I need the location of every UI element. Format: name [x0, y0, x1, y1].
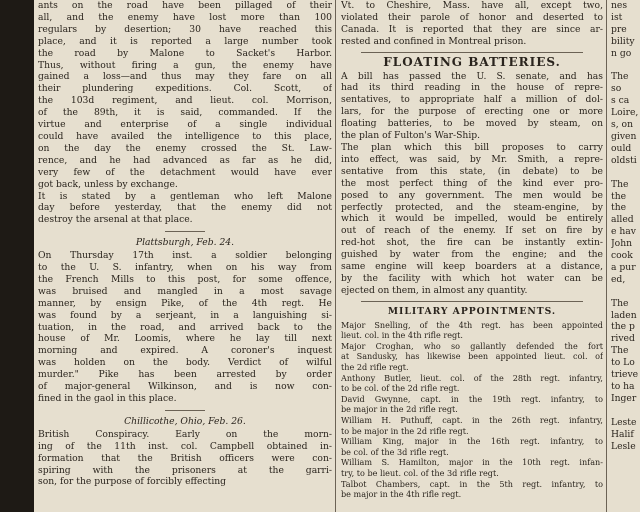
text-line: fined in the gaol in this place. [38, 393, 177, 404]
text-line: John [611, 238, 633, 250]
text-line: pre [611, 23, 627, 35]
column-rule [606, 0, 607, 512]
text-line: house of Mr. Loomis, where he lay till next [38, 333, 332, 345]
article-military-appointments [341, 320, 603, 500]
article-parole-paragraph [341, 0, 603, 48]
dateline-chillicothe: Chillicothe, Ohio, Feb. 26. [124, 415, 246, 427]
text-line: virtue and enterprise of a single individual [38, 119, 332, 131]
heading-floating-batteries: FLOATING BATTERIES. [383, 54, 561, 69]
text-line: could have availed the intelligence to this place, [38, 130, 332, 142]
text-line: be col. of the 3d rifle regt. [341, 446, 449, 457]
left-column [38, 0, 332, 512]
text-line: cook [611, 250, 633, 262]
text-line: the road by Malone to Sacket's Harbor. [38, 47, 332, 59]
article-floating-batteries [341, 71, 603, 297]
text-line: William King, major in the 16th regt. infantry, to [341, 436, 603, 447]
text-line: into effect, was said, by Mr. Smith, a repre- [341, 153, 603, 165]
text-line: Thus, without firing a gun, the enemy have [38, 59, 332, 71]
text-line: rested and confined in Montreal prison. [341, 35, 527, 47]
article-chillicothe [38, 429, 332, 489]
text-line: morning and expired. A coroner's inquest [38, 345, 332, 357]
text-line: Halif [611, 428, 634, 440]
text-line: at Sandusky, has likewise been appointed lieut. col. of [341, 351, 603, 362]
section-separator [165, 231, 205, 232]
text-line: The [611, 71, 629, 83]
text-line: sentative from this state, (in debate) to be [341, 165, 603, 177]
text-line: to be major in the 2d rifle regt. [341, 425, 469, 436]
text-line: was found by a serjeant, in a languishing si- [38, 309, 332, 321]
text-line: to be col. of the 2d rifle regt. [341, 383, 460, 394]
text-line: gained a loss—and thus may they fare on all [38, 71, 332, 83]
article-top-paragraph [38, 0, 332, 191]
text-line: the 2d rifle regt. [341, 362, 409, 373]
text-line: same engine will keep boarders at a distance, [341, 261, 603, 273]
text-line: out of reach of the enemy. If set on fire by [341, 225, 603, 237]
text-line: ants on the road have been pillaged of their [38, 0, 332, 11]
text-line: son, for the purpose of forcibly effecting [38, 476, 227, 488]
text-line: the [611, 190, 627, 202]
text-line: The [611, 345, 629, 357]
text-line: day before yesterday, that the enemy did not [38, 202, 332, 214]
text-line: ing of the 11th inst. col. Campbell obtained in- [38, 440, 332, 452]
text-line: Inger [611, 392, 637, 404]
text-line: tuation, in the road, and arrived back to the [38, 321, 332, 333]
page-edge-shadow [0, 0, 36, 512]
text-line: s ca [611, 95, 630, 107]
text-line: to the U. S. infantry, when on his way from [38, 262, 332, 274]
cut-off-text [611, 0, 640, 452]
section-separator [361, 301, 583, 302]
text-line: violated their parole of honor and deserted to [341, 11, 603, 23]
text-line: of the 89th, it is said, commanded. If the [38, 107, 332, 119]
text-line: the [611, 202, 627, 214]
text-line: ed, [611, 273, 626, 285]
text-line: On Thursday 17th inst. a soldier belonging [38, 250, 332, 262]
text-line: formation that the British officers were con- [38, 452, 332, 464]
text-line: their plundering expeditions. Col. Scott, of [38, 83, 332, 95]
text-line: was holden on the body. Verdict of wilful [38, 357, 332, 369]
newspaper-page [34, 0, 640, 512]
text-line: A bill has passed the U. S. senate, and has [341, 70, 603, 82]
text-line: given [611, 130, 637, 142]
text-line: red-hot shot, the fire can be instantly extin- [341, 237, 603, 249]
column-rule [335, 0, 336, 512]
text-line: to ha [611, 381, 635, 392]
text-line: alled [611, 214, 634, 226]
text-line: British Conspiracy. Early on the morn- [38, 428, 332, 440]
text-line: The [611, 178, 629, 190]
text-line: had its third reading in the house of repre- [341, 82, 603, 94]
text-line: n go [611, 47, 632, 59]
text-line [611, 60, 640, 72]
text-line: the French Mills to this post, for some offence, [38, 273, 332, 285]
text-line: was bruised and mangled in a most savage [38, 285, 332, 297]
text-line [611, 405, 640, 417]
text-line: got back, unless by exchange. [38, 178, 178, 190]
text-line: Leste [611, 416, 637, 428]
text-line: ejected on them, in almost any quantity. [341, 284, 528, 296]
text-line: try, to be lieut. col. of the 3d rifle regt. [341, 467, 499, 478]
heading-military-appointments: MILITARY APPOINTMENTS. [387, 305, 557, 317]
text-line: regulars by desertion; 30 have reached this [38, 23, 332, 35]
section-separator [165, 410, 205, 411]
text-line: It is stated by a gentleman who left Malone [38, 190, 332, 202]
text-line: murder." Pike has been arrested by order [38, 369, 332, 381]
text-line: to Lo [611, 357, 635, 369]
section-separator [361, 52, 583, 53]
text-line: the plan of Fulton's War-Ship. [341, 130, 481, 142]
text-line: Vt. to Cheshire, Mass. have all, except two, [341, 0, 603, 11]
text-line: all, and the enemy have lost more than 100 [38, 11, 332, 23]
text-line [611, 167, 640, 179]
text-line: posed to any government. The men would be [341, 189, 603, 201]
text-line: The plan which this bill proposes to carry [341, 141, 603, 153]
text-line: spiring with the prisoners at the garri- [38, 464, 332, 476]
text-line: perfectly protected, and the steam-engine, by [341, 201, 603, 213]
text-line: so [611, 83, 622, 95]
dateline-plattsburgh: Plattsburgh, Feb. 24. [135, 237, 235, 249]
article-plattsburgh [38, 250, 332, 405]
text-line: The [611, 297, 629, 309]
text-line: very few of the detachment would have ever [38, 166, 332, 178]
right-column-fragment [611, 0, 640, 512]
text-line: laden [611, 309, 637, 321]
text-line: Lesle [611, 440, 636, 452]
text-line: destroy the arsenal at that place. [38, 214, 193, 226]
text-line: be major in the 4th rifle regt. [341, 489, 462, 500]
text-line: the most perfect thing of the kind ever pro- [341, 177, 603, 189]
text-line: manner, by ensign Pike, of the 4th regt. He [38, 297, 332, 309]
text-line: place, and it is reported a large number took [38, 35, 332, 47]
text-line: Talbot Chambers, capt. in the 5th regt. infantry, to [341, 478, 603, 489]
text-line: rence, and he had advanced as far as he did, [38, 154, 332, 166]
text-line: Anthony Butler, lieut. col. of the 28th regt. infantry, [341, 372, 603, 383]
text-line: the p [611, 321, 635, 333]
text-line: Loire, [611, 107, 639, 119]
middle-column [341, 0, 603, 512]
text-line: ist [611, 11, 623, 23]
text-line: Major Croghan, who so gallantly defended the fort [341, 340, 603, 351]
text-line [611, 286, 640, 298]
text-line: of major-general Wilkinson, and is now con- [38, 381, 332, 393]
text-line: trieve [611, 369, 639, 381]
text-line: oldsti [611, 154, 637, 166]
text-line: lars, for the purpose of erecting one or more [341, 106, 603, 118]
text-line: the 103d regiment, and lieut. col. Morrison, [38, 95, 332, 107]
text-line: William H. Puthuff, capt. in the 26th regt. infantry, [341, 415, 603, 425]
text-line: nes [611, 0, 628, 11]
text-line: rived [611, 333, 635, 345]
text-line: Canada. It is reported that they are since ar- [341, 23, 603, 35]
text-line: William S. Hamilton, major in the 10th regt. infan- [341, 457, 603, 468]
text-line: sentatives, to appropriate half a million of dol- [341, 94, 603, 106]
text-line: ould [611, 142, 632, 154]
text-line: e hav [611, 226, 636, 238]
text-line: be major in the 2d rifle regt. [341, 404, 458, 415]
text-line: on the day the enemy crossed the St. Law- [38, 142, 332, 154]
text-line: Major Snelling, of the 4th regt. has been appointed [341, 319, 603, 330]
text-line: lieut. col. in the 4th rifle regt. [341, 330, 463, 341]
text-line: guished by water from the engine; and the [341, 249, 603, 261]
text-line: s, on [611, 119, 634, 131]
text-line: David Gwynne, capt. in the 19th regt. infantry, to [341, 393, 603, 404]
text-line: a pur [611, 261, 636, 273]
text-line: which it would be impelled, would be entirely [341, 213, 603, 225]
text-line: by the facility with which hot water can be [341, 272, 603, 284]
article-gentleman-paragraph [38, 191, 332, 227]
text-line: bility [611, 35, 635, 47]
text-line: floating batteries, to be moved by steam, on [341, 118, 603, 130]
